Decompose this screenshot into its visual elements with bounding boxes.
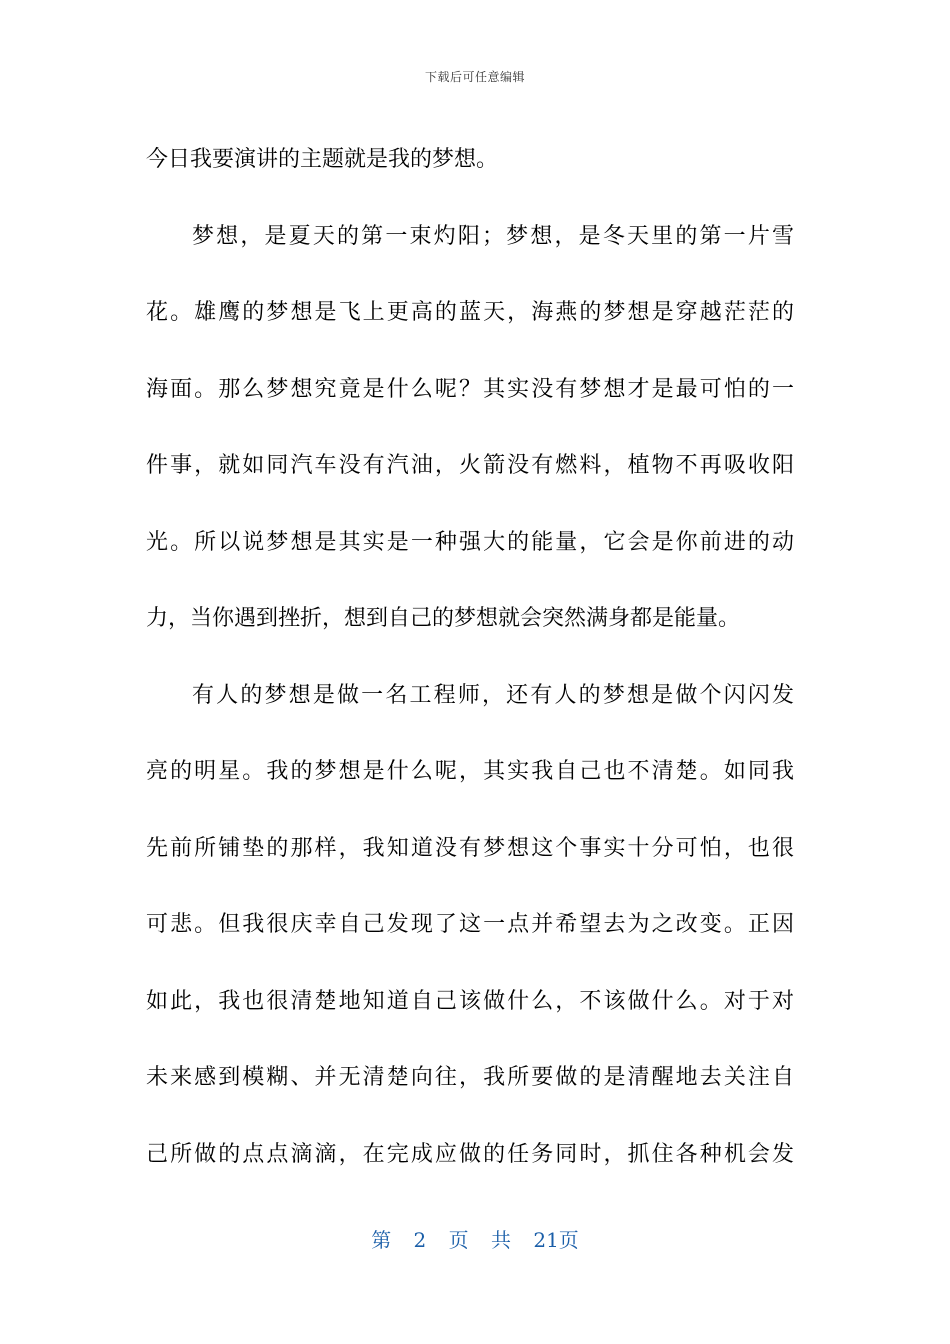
paragraph-line: 梦想，是夏天的第一束灼阳；梦想，是冬天里的第一片雪 bbox=[192, 223, 794, 249]
page-footer bbox=[0, 1224, 950, 1253]
paragraph-line: 未来感到模糊、并无清楚向往，我所要做的是清醒地去关注自 bbox=[146, 1065, 794, 1090]
header-note: 下载后可任意编辑 bbox=[424, 70, 525, 84]
footer-prefix: 第 bbox=[371, 1228, 392, 1252]
paragraph-line: 亮的明星。我的梦想是什么呢，其实我自己也不清楚。如同我 bbox=[146, 759, 794, 784]
footer-total-label: 共 bbox=[491, 1228, 511, 1252]
paragraph-line: 件事，就如同汽车没有汽油，火箭没有燃料，植物不再吸收阳 bbox=[146, 453, 794, 478]
paragraph-line: 光。所以说梦想是其实是一种强大的能量，它会是你前进的动 bbox=[146, 529, 794, 555]
footer-total-pages: 21页 bbox=[533, 1228, 579, 1252]
paragraph-line: 先前所铺垫的那样，我知道没有梦想这个事实十分可怕，也很 bbox=[146, 835, 794, 861]
footer-page-label: 页 bbox=[448, 1228, 469, 1252]
footer-page-number: 2 bbox=[413, 1228, 427, 1252]
paragraph-line: 有人的梦想是做一名工程师，还有人的梦想是做个闪闪发 bbox=[192, 682, 794, 708]
paragraph-line: 己所做的点点滴滴，在完成应做的任务同时，抓住各种机会发 bbox=[146, 1141, 794, 1167]
paragraph-line: 今日我要演讲的主题就是我的梦想。 bbox=[146, 147, 499, 172]
paragraph-line: 如此，我也很清楚地知道自己该做什么，不该做什么。对于对 bbox=[146, 988, 794, 1014]
paragraph-line: 海面。那么梦想究竟是什么呢？其实没有梦想才是最可怕的一 bbox=[146, 376, 794, 402]
paragraph-line: 可悲。但我很庆幸自己发现了这一点并希望去为之改变。正因 bbox=[146, 912, 794, 937]
paragraph-line: 力，当你遇到挫折，想到自己的梦想就会突然满身都是能量。 bbox=[146, 606, 741, 631]
body-text bbox=[146, 122, 794, 1193]
paragraph-line: 花。雄鹰的梦想是飞上更高的蓝天，海燕的梦想是穿越茫茫的 bbox=[146, 300, 794, 325]
